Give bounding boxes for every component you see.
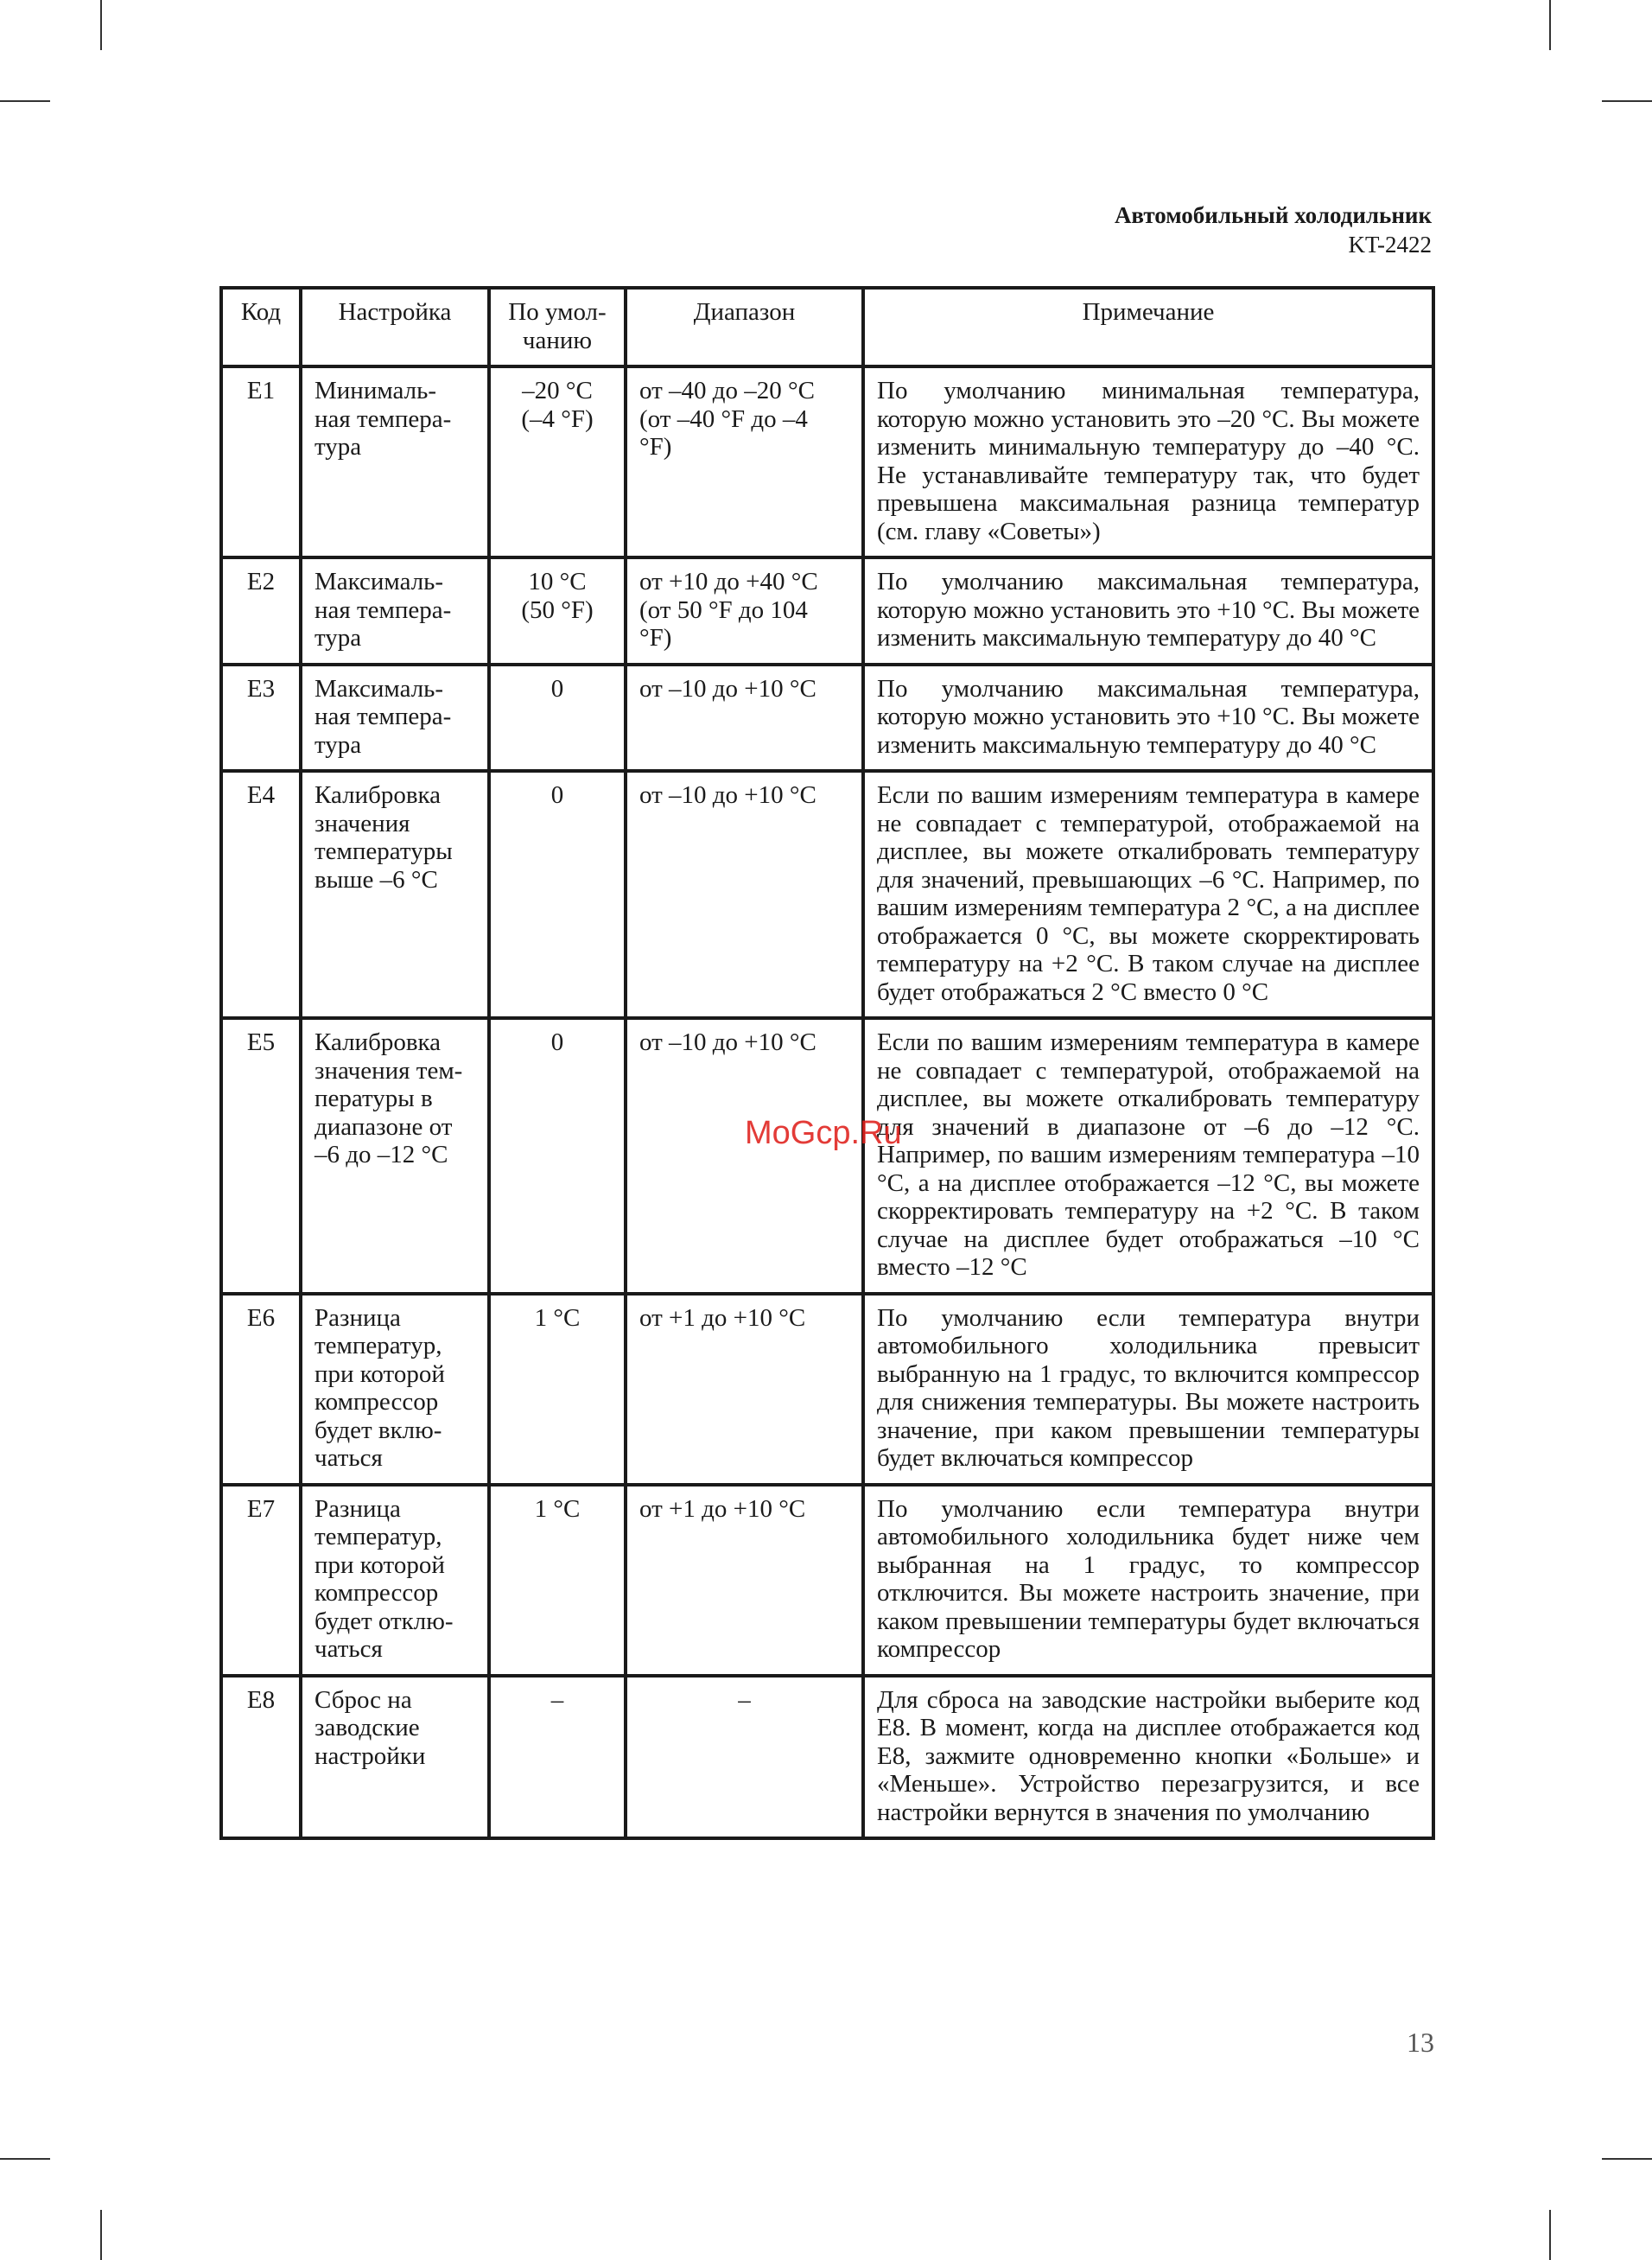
watermark: MoGcp.Ru — [745, 1115, 902, 1151]
table-row — [221, 1485, 1433, 1676]
column-header: Диапазон — [626, 288, 863, 366]
setting-cell: Разница температур, при которой компрессор будет отклю- чаться — [301, 1485, 489, 1676]
setting-cell: Минималь- ная темпера- тура — [301, 366, 489, 557]
table-row — [221, 1018, 1433, 1294]
model-number: KT-2422 — [1348, 232, 1432, 258]
note-cell: Для сброса на заводские настройки выберите код E8. В момент, когда на дисплее отображается код E8, зажмите одновременно кнопки «Больше» и «Меньше». Устройство перезагрузится, и все настройки вернутся в значения по умолчанию — [863, 1676, 1433, 1839]
column-header: Примечание — [863, 288, 1433, 366]
settings-table — [219, 286, 1435, 1840]
setting-cell: Максималь- ная темпера- тура — [301, 665, 489, 772]
crop-mark-bottom-right — [1549, 2210, 1551, 2260]
crop-mark-bottom-left — [100, 2210, 102, 2260]
crop-mark-left-top — [0, 100, 50, 102]
code-cell: E5 — [221, 1018, 301, 1294]
default-cell: – — [489, 1676, 626, 1839]
table-header-row — [221, 288, 1433, 366]
range-cell: от –10 до +10 °С — [626, 771, 863, 1018]
table-row — [221, 771, 1433, 1018]
crop-mark-right-bottom — [1602, 2158, 1652, 2160]
column-header: Настройка — [301, 288, 489, 366]
code-cell: E6 — [221, 1294, 301, 1485]
default-cell: 1 °С — [489, 1294, 626, 1485]
range-cell: от +1 до +10 °С — [626, 1485, 863, 1676]
table-row — [221, 1676, 1433, 1839]
setting-cell: Максималь- ная темпера- тура — [301, 557, 489, 665]
crop-mark-top-right — [1549, 0, 1551, 50]
default-cell: 1 °С — [489, 1485, 626, 1676]
range-cell: от –10 до +10 °С — [626, 1018, 863, 1294]
table-row — [221, 557, 1433, 665]
note-cell: Если по вашим измерениям температура в камере не совпадает с температурой, отображаемой на дисплее, вы можете откалибровать температуру для значений в диапазоне от –6 до –12 °С. Например, по вашим измерениям температура –10 °С, а на дисплее отображается –12 °С, вы можете скорректировать температуру на +2 °С. В таком случае на дисплее будет отображаться –10 °С вместо –12 °С — [863, 1018, 1433, 1294]
table-body — [221, 366, 1433, 1838]
setting-cell: Сброс на заводские настройки — [301, 1676, 489, 1839]
setting-cell: Калибровка значения тем- пературы в диапазоне от –6 до –12 °С — [301, 1018, 489, 1294]
note-cell: По умолчанию максимальная температура, которую можно установить это +10 °С. Вы можете изменить максимальную температуру до 40 °С — [863, 557, 1433, 665]
code-cell: E8 — [221, 1676, 301, 1839]
document-title: Автомобильный холодильник — [1114, 202, 1432, 228]
setting-cell: Калибровка значения температуры выше –6 °С — [301, 771, 489, 1018]
note-cell: По умолчанию минимальная температура, которую можно установить это –20 °С. Вы можете изменить минимальную температуру до –40 °С. Не устанавливайте температуру так, что будет превышена максимальная разница температур (см. главу «Советы») — [863, 366, 1433, 557]
code-cell: E2 — [221, 557, 301, 665]
note-cell: По умолчанию максимальная температура, которую можно установить это +10 °С. Вы можете изменить максимальную температуру до 40 °С — [863, 665, 1433, 772]
range-cell: от +10 до +40 °С (от 50 °F до 104 °F) — [626, 557, 863, 665]
crop-mark-right-top — [1602, 100, 1652, 102]
code-cell: E7 — [221, 1485, 301, 1676]
range-cell: от +1 до +10 °С — [626, 1294, 863, 1485]
note-cell: По умолчанию если температура внутри автомобильного холодильника будет ниже чем выбранная на 1 градус, то компрессор отключится. Вы можете настроить значение, при каком превышении температуры будет включаться компрессор — [863, 1485, 1433, 1676]
code-cell: E3 — [221, 665, 301, 772]
range-cell: – — [626, 1676, 863, 1839]
code-cell: E1 — [221, 366, 301, 557]
table-row — [221, 366, 1433, 557]
page-number: 13 — [1407, 2027, 1434, 2058]
default-cell: 0 — [489, 665, 626, 772]
column-header: Код — [221, 288, 301, 366]
default-cell: 0 — [489, 1018, 626, 1294]
setting-cell: Разница температур, при которой компрессор будет вклю- чаться — [301, 1294, 489, 1485]
page-header — [1115, 201, 1432, 259]
table-row — [221, 1294, 1433, 1485]
default-cell: 10 °С (50 °F) — [489, 557, 626, 665]
range-cell: от –40 до –20 °С (от –40 °F до –4 °F) — [626, 366, 863, 557]
range-cell: от –10 до +10 °С — [626, 665, 863, 772]
crop-mark-left-bottom — [0, 2158, 50, 2160]
table-row — [221, 665, 1433, 772]
column-header: По умол- чанию — [489, 288, 626, 366]
crop-mark-top-left — [100, 0, 102, 50]
note-cell: Если по вашим измерениям температура в камере не совпадает с температурой, отображаемой на дисплее, вы можете откалибровать температуру для значений, превышающих –6 °С. Например, по вашим измерениям температура 2 °С, а на дисплее отображается 0 °С, вы можете скорректировать температуру на +2 °С. В таком случае на дисплее будет отображаться 2 °С вместо 0 °С — [863, 771, 1433, 1018]
default-cell: 0 — [489, 771, 626, 1018]
note-cell: По умолчанию если температура внутри автомобильного холодильника превысит выбранную на 1 градус, то включится компрессор для снижения температуры. Вы можете настроить значение, при каком превышении температуры будет включаться компрессор — [863, 1294, 1433, 1485]
default-cell: –20 °С (–4 °F) — [489, 366, 626, 557]
code-cell: E4 — [221, 771, 301, 1018]
